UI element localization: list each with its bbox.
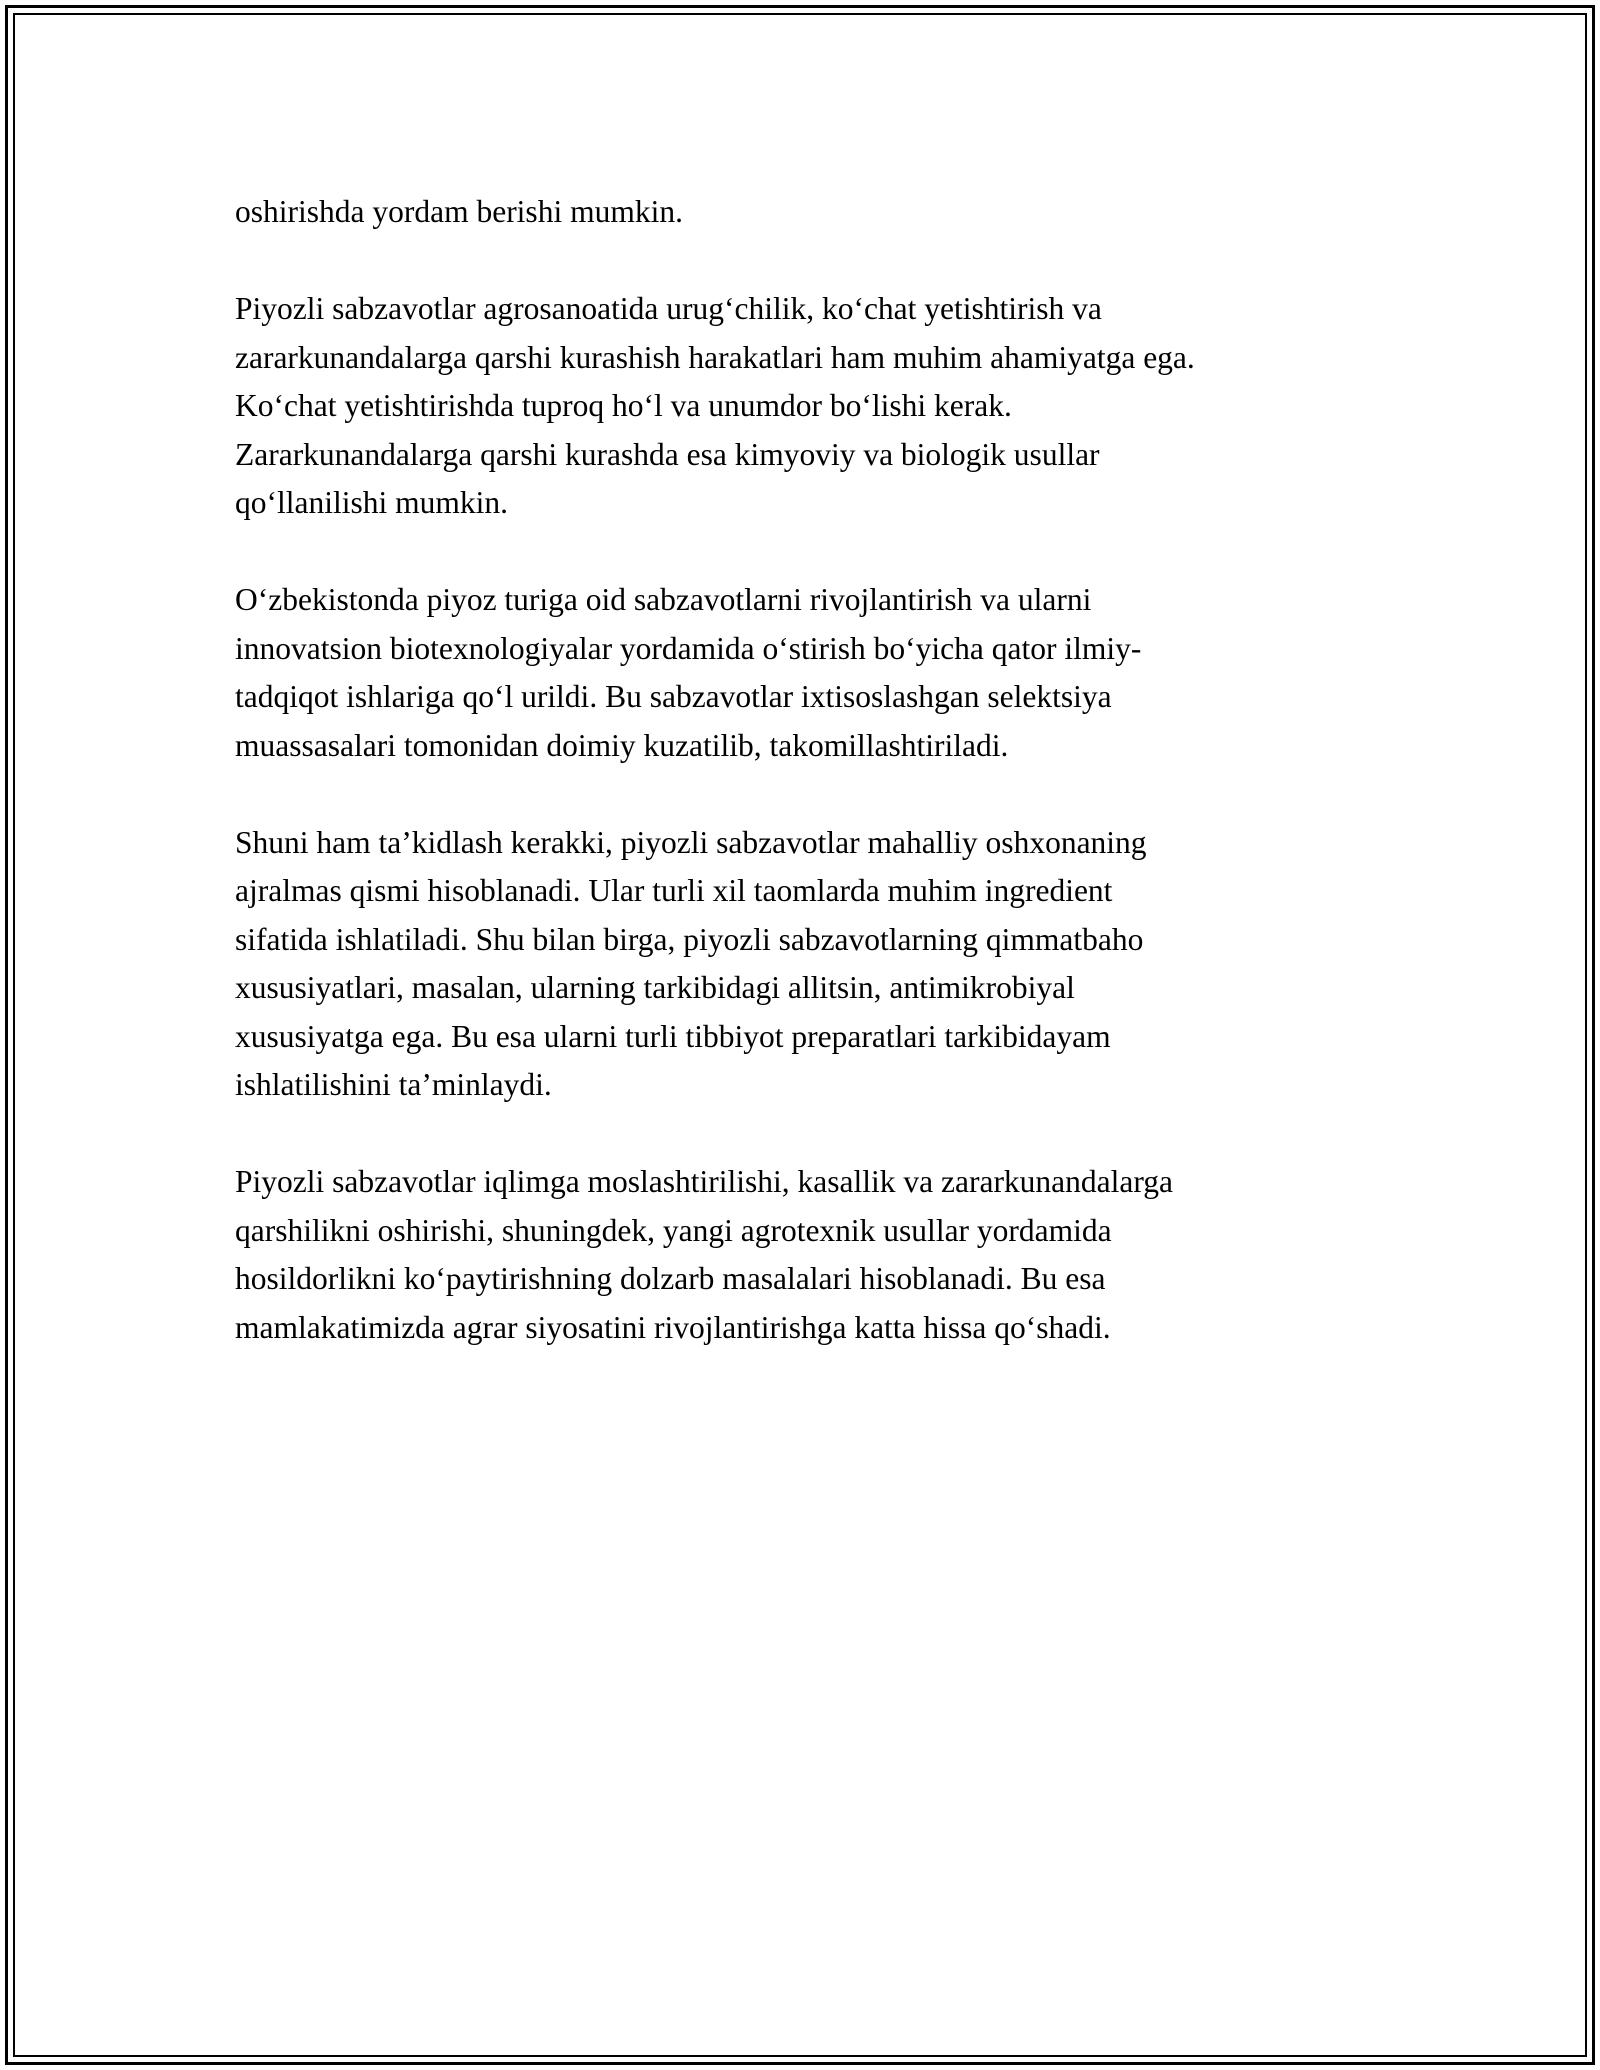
document-body [235, 188, 1370, 1401]
paragraph-2: Piyozli sabzavotlar agrosanoatida urug‘chilik, ko‘chat yetishtirish va zararkunandalarga qarshi kurashish harakatlari ham muhim ahamiyatga ega. Ko‘chat yetishtirishda tuproq ho‘l va unumdor bo‘lishi kerak. Zararkunandalarga qarshi kurashda esa kimyoviy va biologik usullar qo‘llanilishi mumkin. [235, 291, 1195, 520]
paragraph-3: O‘zbekistonda piyoz turiga oid sabzavotlarni rivojlantirish va ularni innovatsion biotexnologiyalar yordamida o‘stirish bo‘yicha qator ilmiy- tadqiqot ishlariga qo‘l urildi. Bu sabzavotlar ixtisoslashgan selektsiya muassasalari tomonidan doimiy kuzatilib, takomillashtiriladi. [235, 582, 1142, 763]
paragraph-5: Piyozli sabzavotlar iqlimga moslashtirilishi, kasallik va zararkunandalarga qarshilikni oshirishi, shuningdek, yangi agrotexnik usullar yordamida hosildorlikni ko‘paytirishning dolzarb masalalari hisoblanadi. Bu esa mamlakatimizda agrar siyosatini rivojlantirishga katta hissa qo‘shadi. [235, 1164, 1174, 1345]
paragraph-1: oshirishda yordam berishi mumkin. [235, 194, 683, 229]
paragraph-4: Shuni ham ta’kidlash kerakki, piyozli sabzavotlar mahalliy oshxonaning ajralmas qismi hisoblanadi. Ular turli xil taomlarda muhim ingredient sifatida ishlatiladi. Shu bilan birga, piyozli sabzavotlarning qimmatbaho xususiyatlari, masalan, ularning tarkibidagi allitsin, antimikrobiyal xususiyatga ega. Bu esa ularni turli tibbiyot preparatlari tarkibidayam ishlatilishini ta’minlaydi. [235, 824, 1147, 1102]
